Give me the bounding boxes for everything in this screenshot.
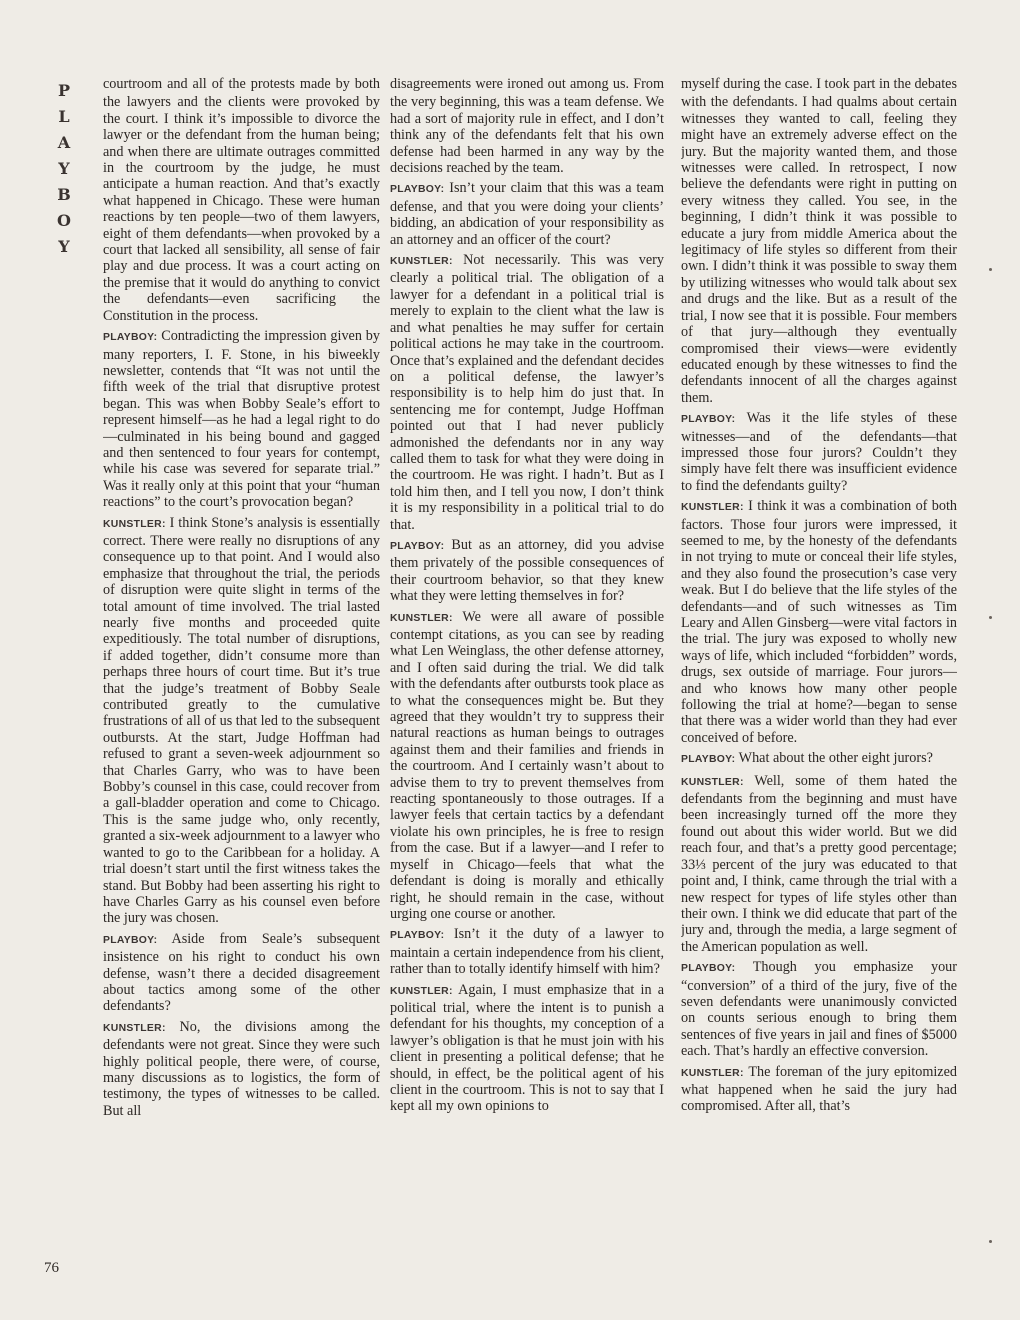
paragraph xyxy=(103,931,380,1015)
paragraph xyxy=(681,410,957,494)
speaker-label: PLAYBOY: xyxy=(681,414,736,426)
paragraph-text: What about the other eight jurors? xyxy=(738,750,933,767)
paragraph xyxy=(681,773,957,955)
paragraph xyxy=(681,750,957,768)
paragraph-text: disagreements were ironed out among us. From the very beginning, this was a team defense. We had a sort of majority rule in effect, and I don’t think any of the defendants felt that his own defense had been harmed in any way by the decisions reached by the team. xyxy=(390,76,664,177)
speaker-label: PLAYBOY: xyxy=(681,963,736,975)
paragraph xyxy=(390,537,664,605)
speaker-label: KUNSTLER: xyxy=(103,1022,166,1034)
speaker-label: KUNSTLER: xyxy=(390,612,453,624)
paragraph-text: Isn’t it the duty of a lawyer to maintain a certain independence from his client, rather than to totally identify himself with him? xyxy=(390,926,664,978)
paragraph-text: myself during the case. I took part in the debates with the defendants. I had qualms about certain witnesses they wanted to call, feeling they might have an extremely adverse effect on the jury. But the majority wanted them, and those witnesses were called. In retrospect, I now believe the defendants were right in putting on every witness they called. You see, in the beginning, I didn’t think it was possible to educate a jury from middle America about the legitimacy of life styles so different from their own. I didn’t think it was possible to sway them by utilizing witnesses who would talk about sex and drugs and the like. But as a result of the trial, I now see that it is possible. Four members of that jury—although they eventually compromised their views—were evidently educated enough by these witnesses to find the defendants innocent of all the charges against them. xyxy=(681,76,957,406)
running-head-letter: Y xyxy=(58,237,70,256)
text-column-3 xyxy=(681,76,957,1282)
paragraph-text: Contradicting the impression given by many reporters, I. F. Stone, in his biweekly newsletter, contends that “It was not until the fifth week of the trial that disruptive protest began. This was when Bobby Seale’s effort to represent himself—as he had a legal right to do—culminated in his being bound and gagged and then sentenced to four years for contempt, while his case was severed for separate trial.” Was it really only at this point that your “human reactions” to the court’s provocation began? xyxy=(103,328,380,511)
paragraph xyxy=(390,76,664,176)
paragraph xyxy=(103,1019,380,1119)
running-head-letter: O xyxy=(57,211,71,230)
paragraph-text: We were all aware of possible contempt citations, as you can see by reading what Len Weinglass, the other defense attorney, and I often said during the trial. We did talk with the defendants after outbursts took place as to what the consequences might be. But they agreed that they wouldn’t try to suppress their natural reactions as human beings to outrages against them and their families and friends in the courtroom. And I certainly wasn’t about to advise them to try to prevent themselves from reacting spontaneously to those outrages. If a lawyer feels that certain tactics by a defendant violate his own principles, he is free to resign from the case. But if a lawyer—and I refer to myself in Chicago—feels that what the defendant is doing is morally and ethically right, he should remain in the case, without urging one course or another. xyxy=(390,608,664,922)
speaker-label: KUNSTLER: xyxy=(390,256,453,268)
running-head-letter: A xyxy=(57,133,71,152)
paragraph-text: Aside from Seale’s subsequent insistence on his right to conduct his own defense, wasn’t there a decided disagreement about tactics among some of the other defendants? xyxy=(103,930,380,1015)
page-number: 76 xyxy=(44,1260,59,1276)
speaker-label: KUNSTLER: xyxy=(681,502,744,514)
paragraph-text: No, the divisions among the defendants were not great. Since they were such highly political people, there were, of course, many discussions as to logistics, the form of testimony, the types of witnesses to be called. But all xyxy=(103,1018,380,1119)
running-head-letter: B xyxy=(57,185,71,204)
running-head-letter: P xyxy=(57,81,71,100)
speaker-label: PLAYBOY: xyxy=(103,332,158,344)
margin-speck xyxy=(989,268,992,271)
speaker-label: KUNSTLER: xyxy=(390,985,453,997)
paragraph xyxy=(390,982,664,1115)
paragraph-text: The foreman of the jury epitomized what happened when he said the jury had compromised. After all, that’s xyxy=(681,1063,957,1115)
speaker-label: PLAYBOY: xyxy=(390,930,445,942)
running-head-letter: L xyxy=(58,107,70,126)
paragraph xyxy=(681,959,957,1059)
text-column-1 xyxy=(103,76,380,1282)
paragraph xyxy=(390,926,664,977)
speaker-label: PLAYBOY: xyxy=(681,754,736,766)
margin-speck xyxy=(989,616,992,619)
speaker-label: PLAYBOY: xyxy=(390,540,445,552)
paragraph-text: Though you emphasize your “conversion” of a third of the jury, five of the seven defendants were unanimously convicted on counts serious enough to bring them sentences of five years in jail and fines of $5000 each. That’s hardly an effective conversion. xyxy=(681,959,957,1060)
paragraph xyxy=(103,76,380,324)
paragraph xyxy=(681,76,957,406)
text-column-2 xyxy=(390,76,664,1282)
paragraph-text: But as an attorney, did you advise them privately of the possible consequences of their courtroom behavior, so that they knew what they were letting themselves in for? xyxy=(390,536,664,605)
speaker-label: KUNSTLER: xyxy=(103,518,166,530)
speaker-label: PLAYBOY: xyxy=(390,184,445,196)
paragraph xyxy=(390,252,664,533)
paragraph xyxy=(103,515,380,927)
running-head xyxy=(52,78,76,260)
speaker-label: KUNSTLER: xyxy=(681,1067,744,1079)
paragraph-text: courtroom and all of the protests made by both the lawyers and the clients were provoked by the court. I think it’s impossible to divorce the lawyer or the defendant from the human being; and when there are ultimate outrages committed in the courtroom by the judge, he must anticipate a human reaction. And that’s exactly what happened in Chicago. These were human reactions by ten people—two of them lawyers, eight of them defendants—when provoked by a court that lacked all sensibility, all sense of fair play and due process. It was a court acting on the premise that it would do anything to convict the defendants—even sacrificing the Constitution in the process. xyxy=(103,76,380,324)
paragraph-text: Isn’t your claim that this was a team defense, and that you were doing your clients’ bidding, an abdication of your responsibility as an attorney and an officer of the court? xyxy=(390,180,664,248)
speaker-label: KUNSTLER: xyxy=(681,776,744,788)
paragraph xyxy=(681,1064,957,1115)
paragraph xyxy=(681,498,957,746)
paragraph xyxy=(390,180,664,248)
paragraph-text: Again, I must emphasize that in a political trial, where the intent is to punish a defendant for his thoughts, my conception of a lawyer’s obligation is that he must join with his client in presenting a political defense; that he should, in effect, be the political agent of his client in the courtroom. This is not to say that I kept all my own opinions to xyxy=(390,981,664,1115)
paragraph-text: I think Stone’s analysis is essentially correct. There were really no disruptions of any consequence up to that point. And I would also emphasize that throughout the trial, the periods of disruption were quite slight in terms of the total amount of time involved. The trial lasted nearly five months and proceeded quite expeditiously. The total number of disruptions, if added together, didn’t consume more than perhaps three hours of court time. But it’s true that the judge’s treatment of Bobby Seale contributed greatly to the cumulative frustrations of all of us that led to the subsequent outbursts. At the start, Judge Hoffman had refused to grant a seven-week adjournment so that Charles Garry, who was to have been Bobby’s counsel in this case, could recover from a gall-bladder operation and come to Chicago. This is the same judge who, only recently, granted a six-week adjournment to a lawyer who wanted to go to the Caribbean for a holiday. A trial doesn’t start until the first witness takes the stand. But Bobby had been asserting his right to have Charles Garry as his counsel even before the jury was chosen. xyxy=(103,514,380,927)
paragraph-text: Was it the life styles of these witnesses—and of the defendants—that impressed those four jurors? Couldn’t they simply have felt there was insufficient evidence to find the defendants guilty? xyxy=(681,410,957,494)
paragraph xyxy=(103,328,380,510)
paragraph-text: Well, some of them hated the defendants from the beginning and must have been increasingly turned off the more they found out about this wider world. But we did reach four, and that’s a pretty good percentage; 33⅓ percent of the jury was educated to that point and, I think, came through the trial with a new respect for types of life styles other than their own. I think we did educate that part of the jury and, through the media, a large segment of the American population as well. xyxy=(681,772,957,955)
paragraph xyxy=(390,609,664,923)
paragraph-text: Not necessarily. This was very clearly a political trial. The obligation of a lawyer for a defendant in a political trial is merely to explain to the client what the law is and what penalties he may suffer for certain political actions he may take in the courtroom. Once that’s explained and the defendant decides on a political defense, the lawyer’s responsibility is to help him do just that. In sentencing me for contempt, Judge Hoffman pointed out that I had never publicly admonished the defendants nor in any way called them to task for what they were doing in the courtroom. He was right. I hadn’t. But as I told him then, and I tell you now, I don’t think it is my responsibility in a political trial to do that. xyxy=(390,252,664,533)
margin-speck xyxy=(989,1240,992,1243)
paragraph-text: I think it was a combination of both factors. Those four jurors were impressed, it seemed to me, by the honesty of the defendants in not trying to mute or conceal their life styles, and they also found the prosecution’s case very weak. But I do believe that the life styles of the defendants—and of such witnesses as Tim Leary and Allen Ginsberg—were vital factors in the trial. The jury was exposed to wholly new ways of life, which included “forbidden” words, drugs, sex outside of marriage. Four jurors—and who knows how many other people following the trial at home?—began to sense that there was a wider world than they had ever conceived of before. xyxy=(681,498,957,746)
running-head-letter: Y xyxy=(58,159,70,178)
speaker-label: PLAYBOY: xyxy=(103,934,158,946)
